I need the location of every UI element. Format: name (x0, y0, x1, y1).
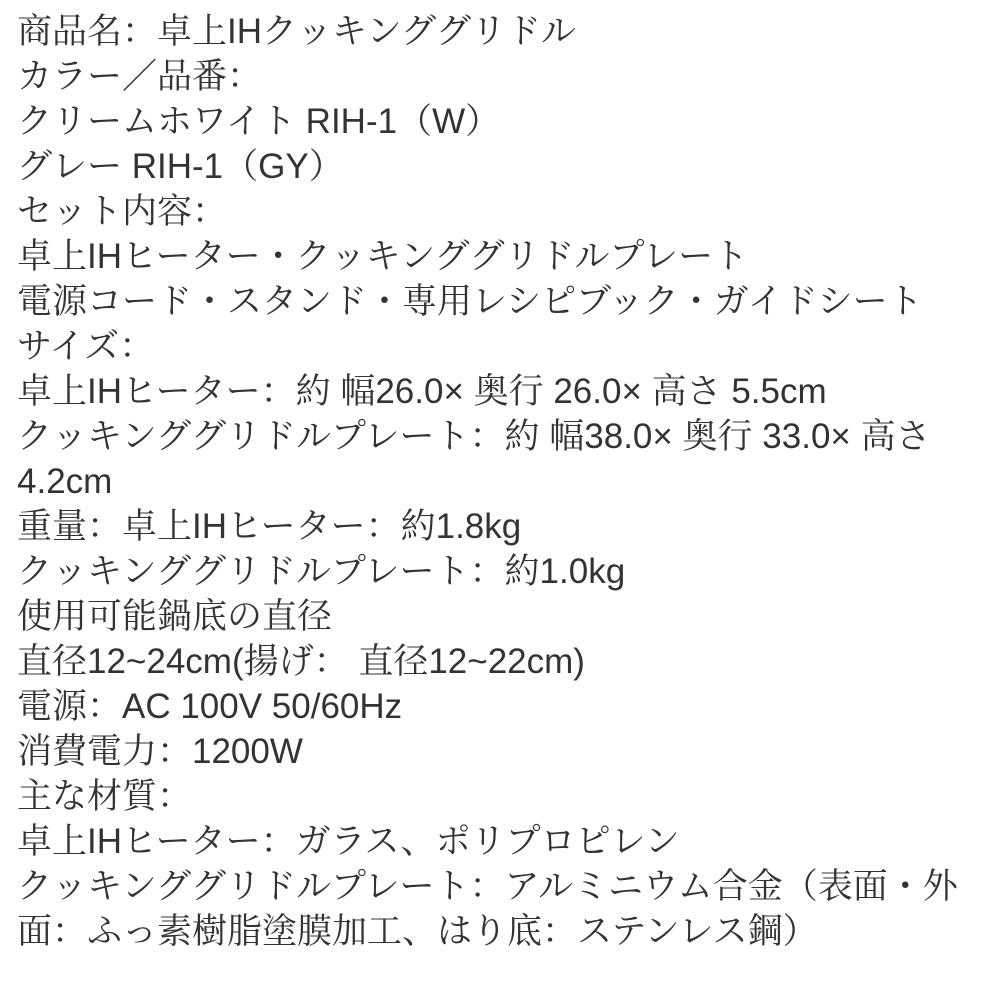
spec-line-pot-diameter-label: 使用可能鍋底の直径 (17, 597, 333, 636)
spec-line-materials-heater: 卓上IHヒーター：ガラス、ポリプロピレン (17, 822, 680, 861)
spec-line-size-plate: クッキンググリドルプレート：約 幅38.0× 奥行 33.0× 高さ (17, 417, 931, 456)
spec-line-materials-plate: クッキンググリドルプレート：アルミニウム合金（表面・外 (17, 867, 958, 906)
spec-line-color-gray: グレー RIH-1（GY） (17, 147, 344, 186)
spec-line-size-plate-wrap: 4.2cm (17, 462, 113, 501)
spec-line-weight-plate: クッキンググリドルプレート：約1.0kg (17, 552, 626, 591)
spec-line-color-white: クリームホワイト RIH-1（W） (17, 102, 501, 141)
spec-line-set-contents-1: 卓上IHヒーター・クッキンググリドルプレート (17, 237, 749, 276)
spec-line-materials-plate-wrap: 面：ふっ素樹脂塗膜加工、はり底：ステンレス鋼） (17, 912, 818, 951)
spec-line-set-contents-label: セット内容： (17, 192, 228, 231)
spec-line-color-model-label: カラー／品番： (17, 57, 263, 96)
spec-line-size-label: サイズ： (17, 327, 155, 366)
spec-line-power-consumption: 消費電力：1200W (17, 732, 303, 771)
spec-line-materials-label: 主な材質： (17, 777, 193, 816)
spec-line-product-name: 商品名：卓上IHクッキンググリドル (17, 12, 576, 51)
spec-line-set-contents-2: 電源コード・スタンド・専用レシピブック・ガイドシート (17, 282, 923, 321)
spec-line-pot-diameter-value: 直径12~24cm(揚げ： 直径12~22cm) (17, 642, 585, 681)
spec-line-power-source: 電源：AC 100V 50/60Hz (17, 687, 403, 726)
spec-line-size-heater: 卓上IHヒーター：約 幅26.0× 奥行 26.0× 高さ 5.5cm (17, 372, 827, 411)
spec-line-weight-heater: 重量：卓上IHヒーター：約1.8kg (17, 507, 522, 546)
